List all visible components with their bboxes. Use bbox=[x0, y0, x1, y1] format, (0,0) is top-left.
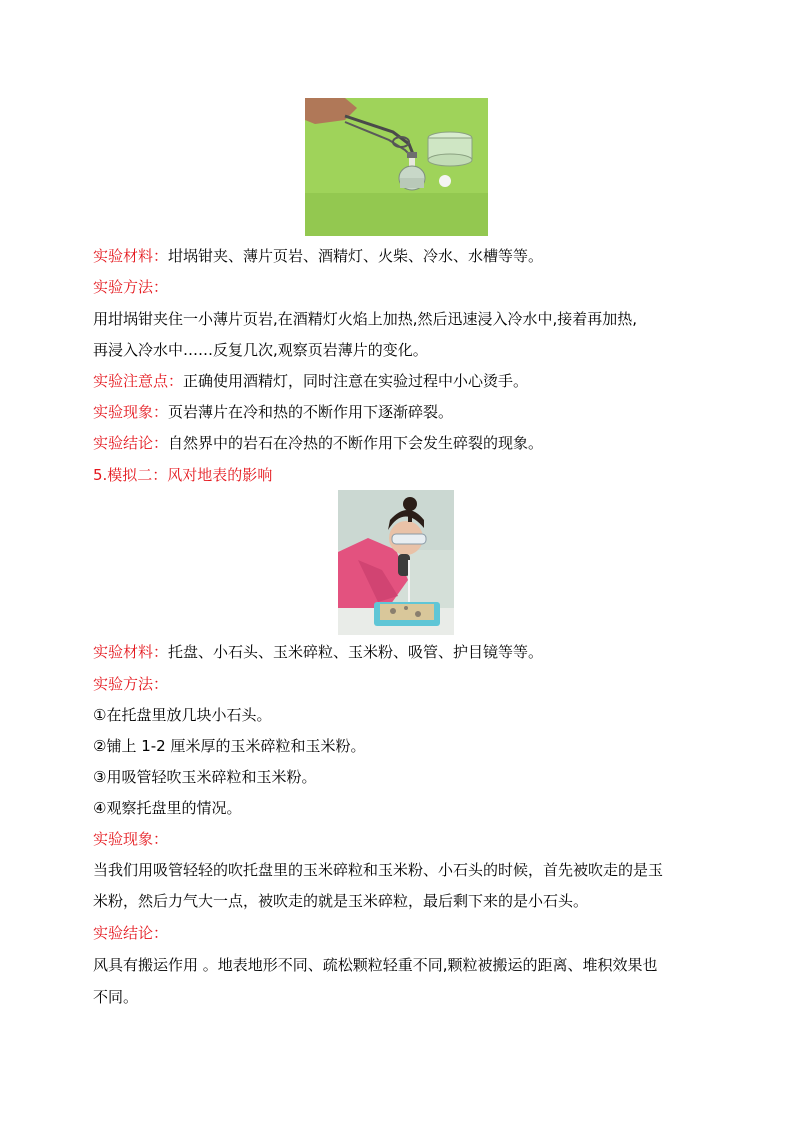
exp2-step-3: ③用吸管轻吹玉米碎粒和玉米粉。 bbox=[93, 768, 317, 786]
exp2-step-1: ①在托盘里放几块小石头。 bbox=[93, 706, 272, 724]
exp2-method-label: 实验方法： bbox=[93, 675, 169, 693]
exp1-phenomenon-line bbox=[93, 402, 703, 422]
exp2-conclusion-line1: 风具有搬运作用 。地表地形不同、疏松颗粒轻重不同,颗粒被搬运的距离、堆积效果也 bbox=[93, 956, 658, 974]
exp1-materials-label: 实验材料： bbox=[93, 247, 169, 265]
exp2-conclusion-line2: 不同。 bbox=[93, 988, 139, 1006]
exp2-materials-text: 托盘、小石头、玉米碎粒、玉米粉、吸管、护目镜等等。 bbox=[168, 643, 544, 661]
exp1-notes-text: 正确使用酒精灯，同时注意在实验过程中小心烫手。 bbox=[183, 372, 529, 390]
exp1-conclusion-label: 实验结论： bbox=[93, 434, 169, 452]
wind-simulation-photo bbox=[338, 490, 454, 635]
exp1-method-line1: 用坩埚钳夹住一小薄片页岩,在酒精灯火焰上加热,然后迅速浸入冷水中,接着再加热, bbox=[93, 310, 638, 328]
exp1-notes-label: 实验注意点： bbox=[93, 372, 184, 390]
exp1-method-line2: 再浸入冷水中……反复几次,观察页岩薄片的变化。 bbox=[93, 341, 428, 359]
exp2-conclusion-label: 实验结论： bbox=[93, 924, 169, 942]
exp1-phenomenon-text: 页岩薄片在冷和热的不断作用下逐渐碎裂。 bbox=[168, 403, 454, 421]
exp1-conclusion-line bbox=[93, 433, 703, 453]
shale-heating-photo bbox=[305, 98, 488, 236]
exp1-method-label: 实验方法： bbox=[93, 278, 169, 296]
exp2-phenomenon-line1: 当我们用吸管轻轻的吹托盘里的玉米碎粒和玉米粉、小石头的时候，首先被吹走的是玉 bbox=[93, 861, 664, 879]
exp2-phenomenon-line2: 米粉，然后力气大一点，被吹走的就是玉米碎粒，最后剩下来的是小石头。 bbox=[93, 892, 589, 910]
exp2-step-2: ②铺上 1-2 厘米厚的玉米碎粒和玉米粉。 bbox=[93, 737, 366, 755]
exp2-phenomenon-label: 实验现象： bbox=[93, 830, 169, 848]
exp2-step-4: ④观察托盘里的情况。 bbox=[93, 799, 242, 817]
exp2-materials-line bbox=[93, 642, 703, 662]
exp1-notes-line bbox=[93, 371, 703, 391]
exp1-materials-line bbox=[93, 246, 703, 266]
section5-title: 5.模拟二：风对地表的影响 bbox=[93, 466, 273, 484]
exp1-phenomenon-label: 实验现象： bbox=[93, 403, 169, 421]
exp2-materials-label: 实验材料： bbox=[93, 643, 169, 661]
exp1-materials-text: 坩埚钳夹、薄片页岩、酒精灯、火柴、冷水、水槽等等。 bbox=[168, 247, 544, 265]
exp1-conclusion-text: 自然界中的岩石在冷热的不断作用下会发生碎裂的现象。 bbox=[168, 434, 544, 452]
